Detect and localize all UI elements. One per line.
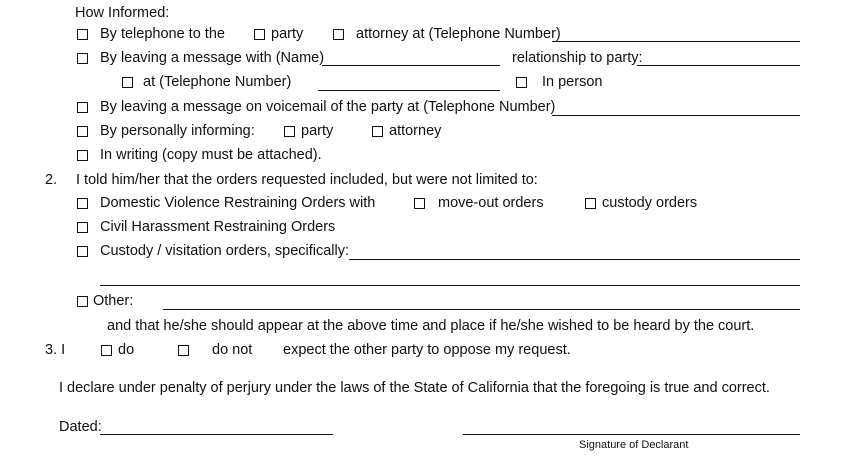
section-3-number: 3. I [45, 342, 66, 358]
message-phone-field[interactable] [318, 90, 500, 91]
civil-harassment-checkbox[interactable] [77, 222, 88, 233]
visitation-label: Custody / visitation orders, specifically: [100, 243, 350, 259]
do-label: do [118, 342, 135, 358]
voicemail-label: By leaving a message on voicemail of the party at (Telephone Number) [100, 99, 556, 115]
telephone-party-checkbox[interactable] [254, 29, 265, 40]
telephone-label: By telephone to the [100, 26, 225, 42]
signature-label: Signature of Declarant [579, 439, 689, 451]
section-2-number: 2. [45, 172, 58, 188]
telephone-checkbox[interactable] [77, 29, 88, 40]
personally-attorney-label: attorney [389, 123, 442, 139]
expect-statement: expect the other party to oppose my request. [283, 342, 571, 358]
custody-orders-label: custody orders [602, 195, 698, 211]
dated-label: Dated: [59, 419, 102, 435]
do-not-label: do not [212, 342, 253, 358]
visitation-checkbox[interactable] [77, 246, 88, 257]
signature-field[interactable] [463, 434, 800, 435]
telephone-attorney-label: attorney at (Telephone Number) [356, 26, 561, 42]
move-out-label: move-out orders [438, 195, 544, 211]
message-phone-label: at (Telephone Number) [143, 74, 292, 90]
move-out-checkbox[interactable] [414, 198, 425, 209]
telephone-party-label: party [271, 26, 304, 42]
personally-attorney-checkbox[interactable] [372, 126, 383, 137]
message-phone-checkbox[interactable] [122, 77, 133, 88]
in-person-label: In person [542, 74, 603, 90]
do-not-checkbox[interactable] [178, 345, 189, 356]
other-checkbox[interactable] [77, 296, 88, 307]
personally-checkbox[interactable] [77, 126, 88, 137]
in-person-checkbox[interactable] [516, 77, 527, 88]
appear-statement: and that he/she should appear at the above time and place if he/she wished to be heard by the court. [107, 318, 755, 334]
dv-orders-checkbox[interactable] [77, 198, 88, 209]
visitation-field-1[interactable] [349, 259, 800, 260]
personally-party-checkbox[interactable] [284, 126, 295, 137]
other-label: Other: [93, 293, 134, 309]
personally-party-label: party [301, 123, 334, 139]
message-checkbox[interactable] [77, 53, 88, 64]
do-checkbox[interactable] [101, 345, 112, 356]
how-informed-heading: How Informed: [75, 5, 170, 21]
dv-orders-label: Domestic Violence Restraining Orders with [100, 195, 376, 211]
section-2-intro: I told him/her that the orders requested included, but were not limited to: [76, 172, 538, 188]
voicemail-checkbox[interactable] [77, 102, 88, 113]
writing-label: In writing (copy must be attached). [100, 147, 322, 163]
relationship-field[interactable] [637, 65, 800, 66]
visitation-field-2[interactable] [100, 285, 800, 286]
other-field[interactable] [163, 309, 800, 310]
dated-field[interactable] [100, 434, 333, 435]
custody-orders-checkbox[interactable] [585, 198, 596, 209]
writing-checkbox[interactable] [77, 150, 88, 161]
message-label: By leaving a message with (Name) [100, 50, 325, 66]
personally-label: By personally informing: [100, 123, 255, 139]
relationship-label: relationship to party: [512, 50, 643, 66]
civil-harassment-label: Civil Harassment Restraining Orders [100, 219, 336, 235]
telephone-number-field[interactable] [552, 41, 800, 42]
message-name-field[interactable] [322, 65, 500, 66]
voicemail-phone-field[interactable] [552, 115, 800, 116]
declaration-statement: I declare under penalty of perjury under the laws of the State of California that the foregoing is true and correct. [59, 380, 770, 396]
telephone-attorney-checkbox[interactable] [333, 29, 344, 40]
